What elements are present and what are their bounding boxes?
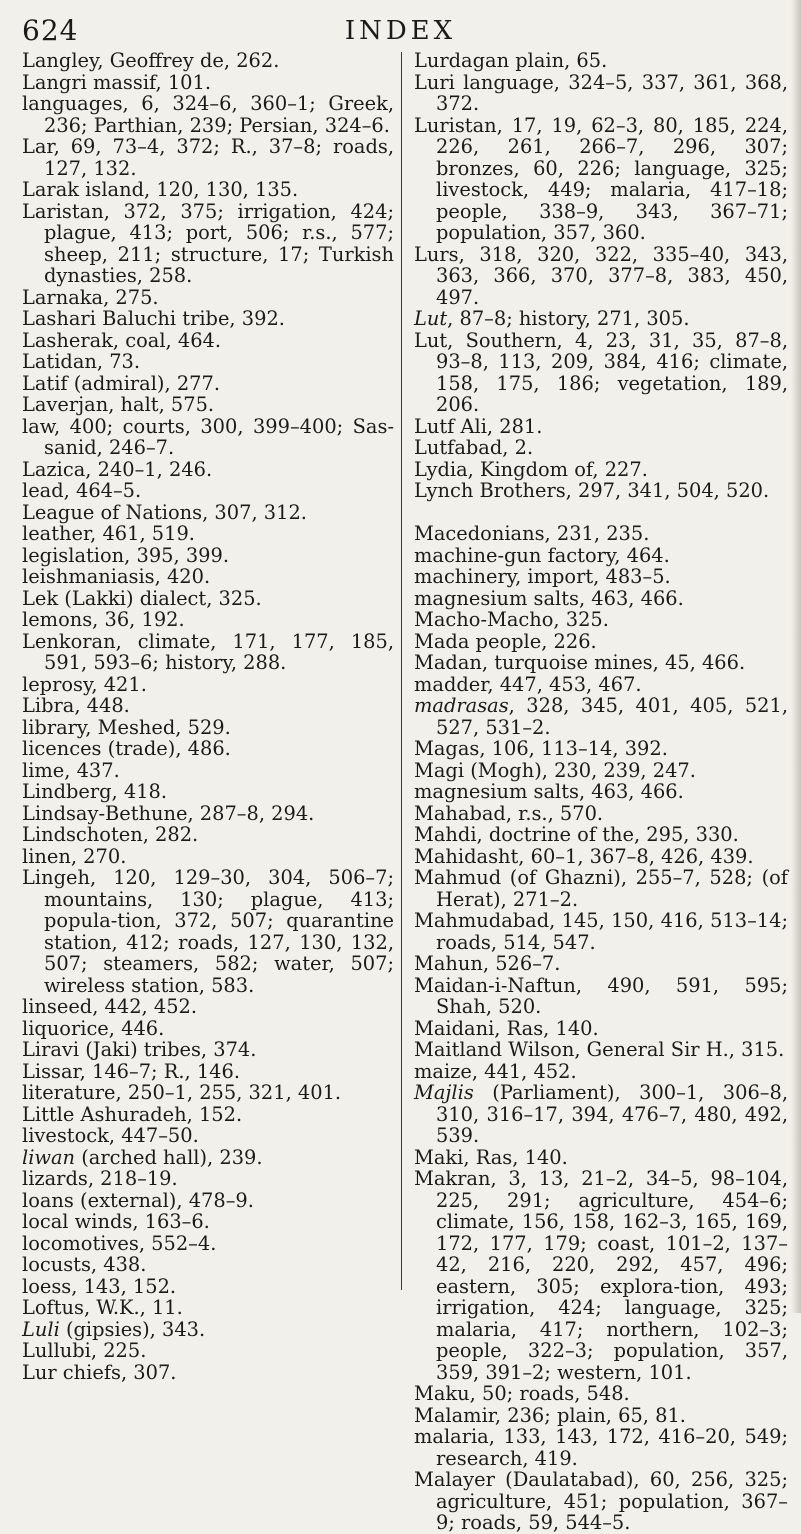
index-entry (22, 1254, 394, 1276)
index-entry-text: local winds, 163–6. (22, 1210, 210, 1233)
index-entry (414, 975, 788, 1018)
index-entry (414, 760, 788, 782)
index-entry-text: Lur chiefs, 307. (22, 1360, 177, 1384)
column-divider (401, 52, 402, 1290)
index-entry-text: Larnaka, 275. (22, 285, 159, 309)
index-entry (22, 330, 394, 352)
index-entry (22, 136, 394, 179)
index-entry-text: lead, 464–5. (22, 479, 142, 502)
index-entry-text: Lek (Lakki) dialect, 325. (22, 586, 262, 610)
index-entry (22, 1211, 394, 1233)
index-entry-text: linseed, 442, 452. (22, 995, 198, 1018)
index-column-left (22, 50, 394, 1383)
index-entry (414, 72, 788, 115)
index-entry-text: Latidan, 73. (22, 350, 141, 373)
index-entry-text: Lynch Brothers, 297, 341, 504, 520. (414, 479, 770, 502)
index-entry (22, 996, 394, 1018)
index-entry (414, 459, 788, 481)
index-term-italic: liwan (22, 1145, 76, 1169)
index-entry (22, 351, 394, 373)
index-entry (22, 566, 394, 588)
index-entry-text: loans (external), 478–9. (22, 1188, 254, 1212)
index-entry-text: malaria, 133, 143, 172, 416–20, 549; research, 419. (414, 1425, 788, 1470)
index-entry-text: Lazica, 240–1, 246. (22, 457, 213, 481)
index-entry-text: leishmaniasis, 420. (22, 565, 211, 588)
index-entry (22, 523, 394, 545)
index-entry-text: languages, 6, 324–6, 360–1; Greek, 236; Parthian, 239; Persian, 324–6. (22, 92, 394, 137)
index-entry-text: Lydia, Kingdom of, 227. (414, 457, 648, 481)
index-entry-text: Macho-Macho, 325. (414, 608, 609, 631)
index-entry (414, 1469, 788, 1534)
index-entry-text: Mahdi, doctrine of the, 295, 330. (414, 823, 739, 846)
index-entry (414, 1147, 788, 1169)
index-entry-text: locusts, 438. (22, 1253, 147, 1276)
index-entry (22, 72, 394, 94)
index-entry-text: Maitland Wilson, General Sir H., 315. (414, 1038, 785, 1061)
index-entry (22, 760, 394, 782)
index-entry (22, 50, 394, 72)
index-entry-text: Lashari Baluchi tribe, 392. (22, 307, 285, 330)
index-entry-text: law, 400; courts, 300, 399–400; Sas-sanid, 246–7. (22, 414, 394, 459)
index-term-italic: Luli (22, 1317, 60, 1341)
index-entry (22, 738, 394, 760)
index-entry (414, 652, 788, 674)
index-entry (22, 631, 394, 674)
index-entry-text: magnesium salts, 463, 466. (414, 586, 684, 610)
index-entry-text: Lar, 69, 73–4, 372; R., 37–8; roads, 127, 132. (22, 135, 394, 180)
index-entry (22, 695, 394, 717)
index-entry (22, 1125, 394, 1147)
index-entry (22, 674, 394, 696)
index-entry (22, 803, 394, 825)
index-entry (414, 588, 788, 610)
index-entry-text: lemons, 36, 192. (22, 608, 185, 631)
index-entry-text: League of Nations, 307, 312. (22, 500, 307, 524)
index-entry (414, 781, 788, 803)
index-entry (22, 502, 394, 524)
page-title: INDEX (344, 16, 457, 46)
index-entry-text: Lullubi, 225. (22, 1339, 147, 1362)
index-entry (414, 1018, 788, 1040)
index-entry (22, 459, 394, 481)
index-entry (22, 373, 394, 395)
index-entry-text: licences (trade), 486. (22, 737, 231, 760)
index-entry (22, 545, 394, 567)
index-entry-text: Langley, Geoffrey de, 262. (22, 49, 280, 72)
index-entry (22, 824, 394, 846)
index-entry (414, 244, 788, 309)
index-entry-text: library, Meshed, 529. (22, 715, 231, 739)
index-entry (22, 93, 394, 136)
index-entry (22, 1082, 394, 1104)
index-entry-text: , 328, 345, 401, 405, 521, 527, 531–2. (436, 694, 788, 739)
index-entry (414, 308, 788, 330)
index-entry (22, 1104, 394, 1126)
index-entry (414, 674, 788, 696)
index-entry (414, 566, 788, 588)
index-entry (414, 330, 788, 416)
index-entry-text: Lindschoten, 282. (22, 823, 199, 846)
index-entry-text: madder, 447, 453, 467. (414, 672, 642, 696)
index-entry-text: (Parliament), 300–1, 306–8, 310, 316–17, 394, 476–7, 480, 492, 539. (436, 1081, 788, 1147)
index-entry (22, 1061, 394, 1083)
index-entry (414, 1039, 788, 1061)
index-entry (22, 416, 394, 459)
index-entry (414, 910, 788, 953)
index-entry (414, 824, 788, 846)
index-term-italic: madrasas (414, 694, 509, 717)
index-entry-text: Laristan, 372, 375; irrigation, 424; plague, 413; port, 506; r.s., 577; sheep, 211; structure, 17; Turkish dynasties, 258. (22, 199, 394, 287)
index-entry (22, 201, 394, 287)
index-entry (22, 867, 394, 996)
index-entry-text: Makran, 3, 13, 21–2, 34–5, 98–104, 225, 291; agriculture, 454–6; climate, 156, 158, 162–3, 165, 169, 172, 177, 179; coast, 101–2, 137–42, 216, 220, 292, 457, 496; eastern, 305; explora-tion, 493; irrigation, 424; language, 325; malaria, 417; northern, 102–3; people, 322–3; population, 357, 359, 391–2; western, 101. (414, 1167, 788, 1384)
index-entry (22, 781, 394, 803)
index-entry (414, 545, 788, 567)
index-entry-text: liquorice, 446. (22, 1016, 165, 1040)
index-entry (22, 1340, 394, 1362)
index-entry (22, 1362, 394, 1384)
index-entry (22, 1190, 394, 1212)
index-entry (22, 1168, 394, 1190)
index-column-right (414, 50, 788, 1534)
index-entry-text: (gipsies), 343. (59, 1317, 206, 1341)
index-entry-text: Mada people, 226. (414, 629, 597, 653)
index-entry (22, 308, 394, 330)
index-entry-text: leather, 461, 519. (22, 522, 195, 545)
index-term-italic: Majlis (414, 1081, 474, 1104)
index-entry (22, 717, 394, 739)
index-entry-text: , 87–8; history, 271, 305. (447, 307, 690, 330)
index-entry-text: Langri massif, 101. (22, 70, 212, 94)
index-entry-text: Lasherak, coal, 464. (22, 328, 222, 352)
index-entry-text: Lut, Southern, 4, 23, 31, 35, 87–8, 93–8, 113, 209, 384, 416; climate, 158, 175, 186; vegetation, 189, 206. (414, 328, 788, 416)
index-entry (22, 1319, 394, 1341)
index-entry-text: Maidani, Ras, 140. (414, 1016, 599, 1040)
index-entry-text: literature, 250–1, 255, 321, 401. (22, 1081, 342, 1104)
index-term-italic: Lut (414, 307, 448, 330)
index-entry-text: Magas, 106, 113–14, 392. (414, 737, 668, 760)
index-entry-text: Maku, 50; roads, 548. (414, 1382, 630, 1405)
index-entry-text: Lindberg, 418. (22, 780, 168, 803)
index-entry-text: Mahidasht, 60–1, 367–8, 426, 439. (414, 844, 754, 868)
index-entry (414, 50, 788, 72)
index-entry (414, 1426, 788, 1469)
index-entry-text: Mahun, 526–7. (414, 952, 561, 975)
index-entry (22, 394, 394, 416)
index-entry (22, 846, 394, 868)
index-entry (414, 609, 788, 631)
index-entry-text: loess, 143, 152. (22, 1274, 177, 1298)
index-entry-text: Magi (Mogh), 230, 239, 247. (414, 758, 696, 782)
index-entry-text: Maki, Ras, 140. (414, 1145, 568, 1169)
index-entry (414, 953, 788, 975)
index-entry (414, 1082, 788, 1147)
index-entry (22, 179, 394, 201)
index-entry-text: Madan, turquoise mines, 45, 466. (414, 651, 746, 674)
index-entry-text: lizards, 218–19. (22, 1167, 178, 1190)
index-entry-text: linen, 270. (22, 844, 127, 868)
index-entry (414, 115, 788, 244)
page-edge-shadow (791, 0, 801, 1313)
index-entry-text: Laverjan, halt, 575. (22, 393, 215, 416)
index-entry-text: Libra, 448. (22, 694, 130, 717)
index-entry (22, 1018, 394, 1040)
index-entry-text: machinery, import, 483–5. (414, 565, 671, 588)
page-number: 624 (22, 14, 79, 47)
index-entry (414, 803, 788, 825)
index-entry-text: Loftus, W.K., 11. (22, 1296, 183, 1319)
index-entry (22, 287, 394, 309)
index-entry-text: lime, 437. (22, 758, 120, 782)
index-entry-text: (arched hall), 239. (75, 1145, 263, 1169)
index-entry-text: Lingeh, 120, 129–30, 304, 506–7; mountains, 130; plague, 413; popula-tion, 372, 507; quarantine station, 412; roads, 127, 130, 132, 507; steamers, 582; water, 507; wireless station, 583. (22, 866, 394, 997)
index-entry (414, 437, 788, 459)
index-entry (414, 738, 788, 760)
index-entry (414, 523, 788, 545)
index-entry (414, 846, 788, 868)
index-entry-text: Lurdagan plain, 65. (414, 49, 608, 72)
index-entry-text: Malamir, 236; plain, 65, 81. (414, 1403, 686, 1427)
index-entry-text: Mahmud (of Ghazni), 255–7, 528; (of Herat), 271–2. (414, 866, 788, 911)
index-entry-text: leprosy, 421. (22, 672, 147, 696)
index-entry-text: Lutf Ali, 281. (414, 414, 543, 438)
index-entry-text: Mahmudabad, 145, 150, 416, 513–14; roads, 514, 547. (414, 909, 788, 954)
index-entry-text: Lissar, 146–7; R., 146. (22, 1059, 241, 1083)
index-entry (414, 1168, 788, 1383)
index-entry (414, 1383, 788, 1405)
index-entry-text: locomotives, 552–4. (22, 1231, 217, 1255)
index-entry-text: Lenkoran, climate, 171, 177, 185, 591, 593–6; history, 288. (22, 629, 394, 674)
index-entry (414, 480, 788, 502)
index-entry (22, 1297, 394, 1319)
index-entry-text: livestock, 447–50. (22, 1124, 199, 1147)
index-entry-text: machine-gun factory, 464. (414, 543, 670, 567)
index-entry (22, 1039, 394, 1061)
index-entry-text: Macedonians, 231, 235. (414, 522, 650, 545)
index-entry-text: Luri language, 324–5, 337, 361, 368, 372. (414, 70, 788, 115)
index-entry-text: Malayer (Daulatabad), 60, 256, 325; agriculture, 451; population, 367–9; roads, 59, 544–5. (414, 1468, 788, 1534)
index-entry-text: Little Ashuradeh, 152. (22, 1102, 243, 1126)
index-entry-text: Lurs, 318, 320, 322, 335–40, 343, 363, 366, 370, 377–8, 383, 450, 497. (414, 242, 788, 309)
index-entry (414, 1061, 788, 1083)
index-entry (414, 416, 788, 438)
index-entry-text: Mahabad, r.s., 570. (414, 801, 604, 825)
index-entry-text: Luristan, 17, 19, 62–3, 80, 185, 224, 226, 261, 266–7, 296, 307; bronzes, 60, 226; language, 325; livestock, 449; malaria, 417–18; people, 338–9, 343, 367–71; population, 357, 360. (414, 113, 788, 244)
index-entry (22, 480, 394, 502)
index-entry (22, 588, 394, 610)
index-entry (414, 695, 788, 738)
index-entry (414, 631, 788, 653)
index-entry-text: maize, 441, 452. (414, 1059, 577, 1083)
index-entry-text: Maidan-i-Naftun, 490, 591, 595; Shah, 520. (414, 973, 788, 1018)
index-entry-text: Latif (admiral), 277. (22, 371, 220, 395)
index-entry (414, 1405, 788, 1427)
index-entry (22, 609, 394, 631)
index-entry (22, 1233, 394, 1255)
index-entry-text: Lutfabad, 2. (414, 436, 534, 459)
index-entry (22, 1147, 394, 1169)
index-entry-text: Larak island, 120, 130, 135. (22, 178, 299, 201)
index-entry (414, 867, 788, 910)
index-entry-text: magnesium salts, 463, 466. (414, 780, 684, 803)
index-entry-text: Lindsay-Bethune, 287–8, 294. (22, 801, 315, 825)
index-entry-text: legislation, 395, 399. (22, 543, 230, 567)
index-entry-text: Liravi (Jaki) tribes, 374. (22, 1038, 257, 1061)
index-entry (22, 1276, 394, 1298)
